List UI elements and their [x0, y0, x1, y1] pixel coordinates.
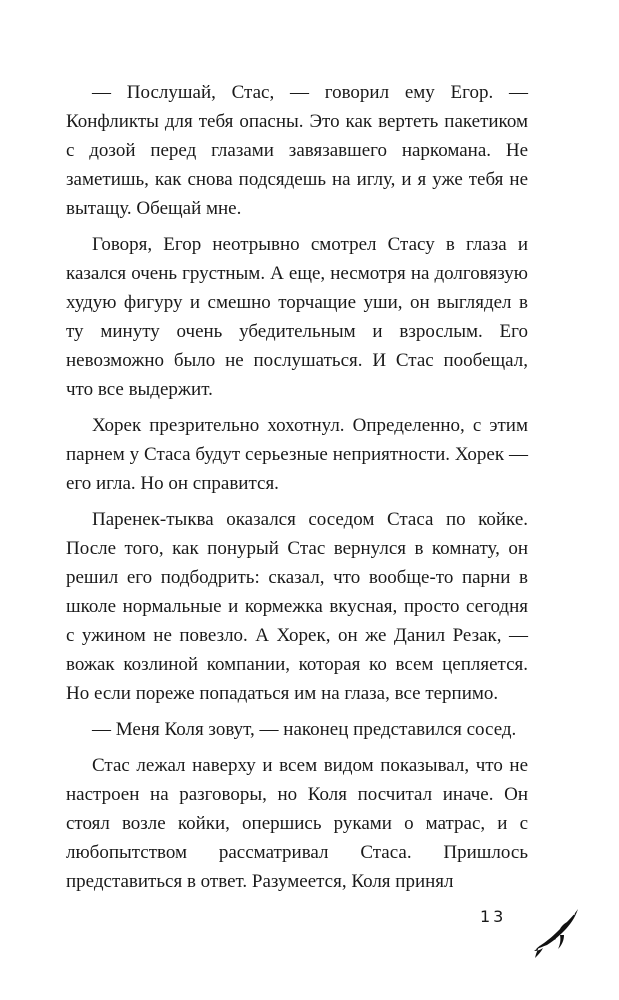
- paragraph: — Меня Коля зовут, — наконец представился сосед.: [92, 719, 517, 740]
- paragraph: Говоря, Егор неотрывно смотрел Стасу в глаза и казался очень грустным. А еще, несмотря на долговязую худую фигуру и смешно торчащие уши, он выглядел в ту минуту очень убедительным и взрослым. Его невозможно было не послушаться. И Стас пообещал, что все выдержит.: [66, 234, 528, 400]
- shark-icon: [534, 905, 582, 961]
- page-footer: [480, 905, 580, 965]
- page-number: 13: [480, 907, 507, 926]
- paragraph: — Послушай, Стас, — говорил ему Егор. — Конфликты для тебя опасны. Это как вертеть пакетиком с дозой перед глазами завязавшего наркомана. Не заметишь, как снова подсядешь на иглу, и я уже тебя не вытащу. Обещай мне.: [66, 82, 528, 219]
- page-body: [66, 78, 528, 903]
- paragraph: Стас лежал наверху и всем видом показывал, что не настроен на разговоры, но Коля посчитал иначе. Он стоял возле койки, опершись руками о матрас, и с любопытством рассматривал Стаса. Пришлось представиться в ответ. Разумеется, Коля принял: [66, 755, 528, 892]
- paragraph: Паренек-тыква оказался соседом Стаса по койке. После того, как понурый Стас вернулся в комнату, он решил его подбодрить: сказал, что вообще-то парни в школе нормальные и кормежка вкусная, просто сегодня с ужином не повезло. А Хорек, он же Данил Резак, — вожак козлиной компании, которая ко всем цепляется. Но если пореже попадаться им на глаза, все терпимо.: [66, 509, 528, 704]
- paragraph: Хорек презрительно хохотнул. Определенно, с этим парнем у Стаса будут серьезные неприятности. Хорек — его игла. Но он справится.: [66, 415, 528, 494]
